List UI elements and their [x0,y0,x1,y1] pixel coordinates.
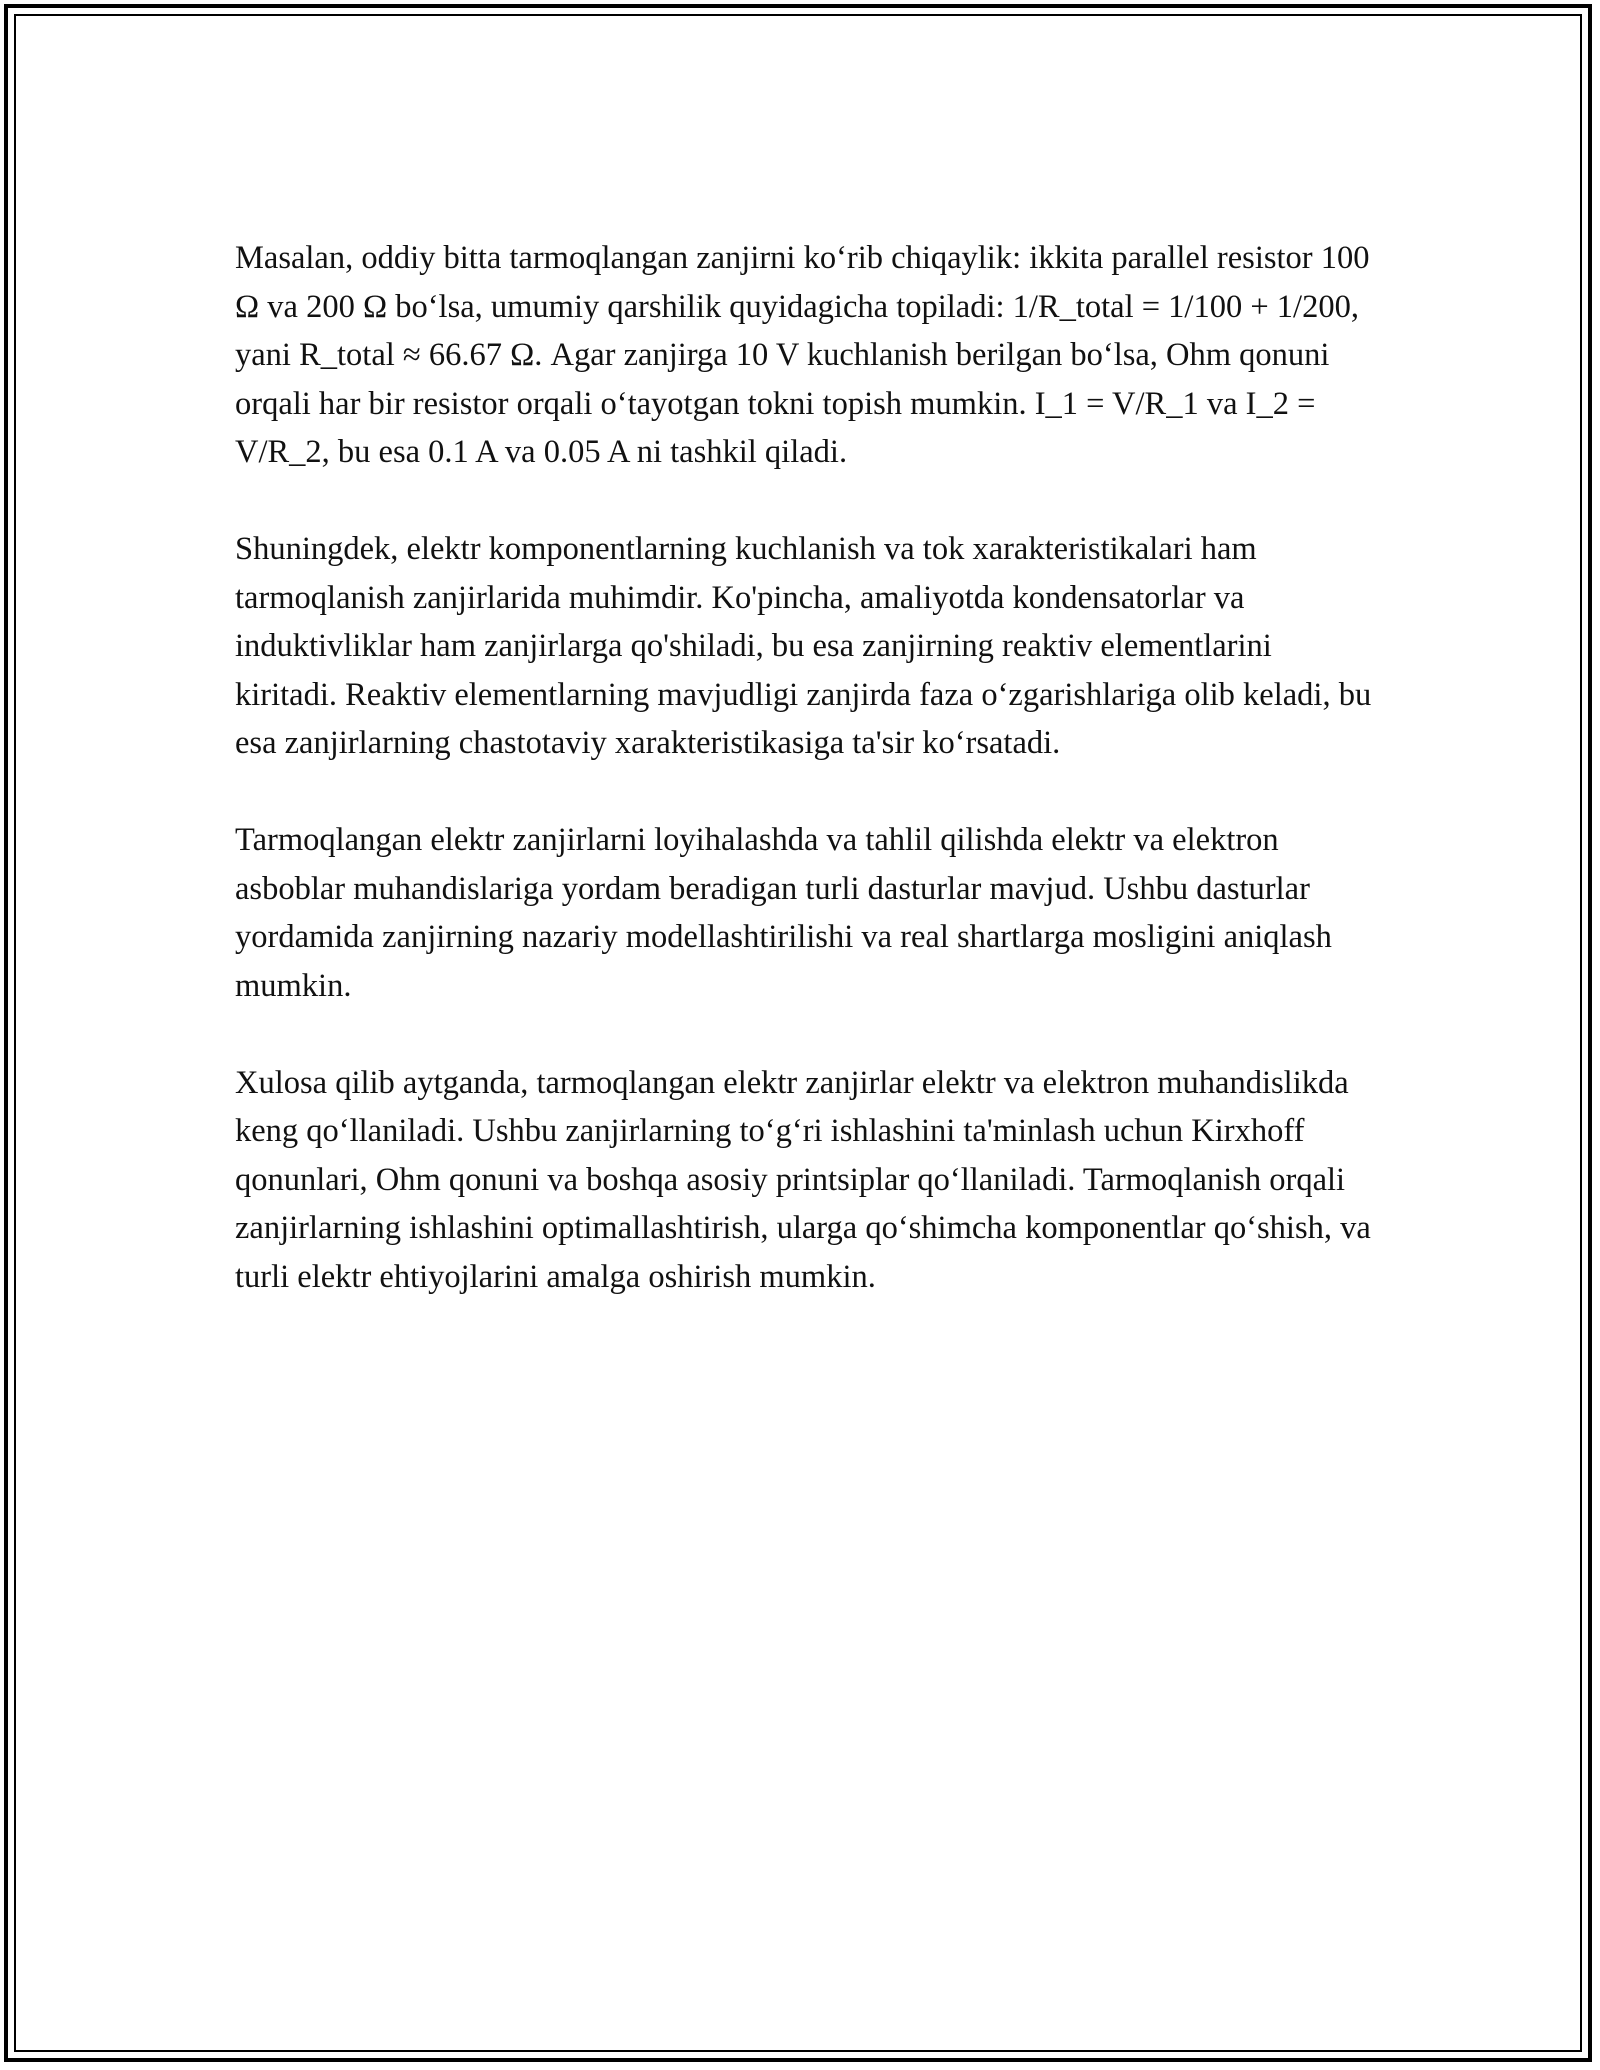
paragraph-design-software: Tarmoqlangan elektr zanjirlarni loyihalashda va tahlil qilishda elektr va elektron asboblar muhandislariga yordam beradigan turli dasturlar mavjud. Ushbu dasturlar yordamida zanjirning nazariy modellashtirilishi va real shartlarga mosligini aniqlash mumkin. [235,822,1332,1004]
paragraph-resistor-example: Masalan, oddiy bitta tarmoqlangan zanjirni koʻrib chiqaylik: ikkita parallel resistor 100 Ω va 200 Ω boʻlsa, umumiy qarshilik quyidagicha topiladi: 1/R_total = 1/100 + 1/200, yani R_total ≈ 66.67 Ω. Agar zanjirga 10 V kuchlanish berilgan boʻlsa, Ohm qonuni orqali har bir resistor orqali oʻtayotgan tokni topish mumkin. I_1 = V/R_1 va I_2 = V/R_2, bu esa 0.1 A va 0.05 A ni tashkil qiladi. [235,240,1370,470]
paragraph-conclusion: Xulosa qilib aytganda, tarmoqlangan elektr zanjirlar elektr va elektron muhandislikda keng qoʻllaniladi. Ushbu zanjirlarning toʻgʻri ishlashini ta'minlash uchun Kirxhoff qonunlari, Ohm qonuni va boshqa asosiy printsiplar qoʻllaniladi. Tarmoqlanish orqali zanjirlarning ishlashini optimallashtirish, ularga qoʻshimcha komponentlar qoʻshish, va turli elektr ehtiyojlarini amalga oshirish mumkin. [235,1064,1371,1295]
document-body [235,234,1375,1350]
paragraph-reactive-elements: Shuningdek, elektr komponentlarning kuchlanish va tok xarakteristikalari ham tarmoqlanish zanjirlarida muhimdir. Ko'pincha, amaliyotda kondensatorlar va induktivliklar ham zanjirlarga qo'shiladi, bu esa zanjirning reaktiv elementlarini kiritadi. Reaktiv elementlarning mavjudligi zanjirda faza oʻzgarishlariga olib keladi, bu esa zanjirlarning chastotaviy xarakteristikasiga ta'sir koʻrsatadi. [235,531,1372,761]
